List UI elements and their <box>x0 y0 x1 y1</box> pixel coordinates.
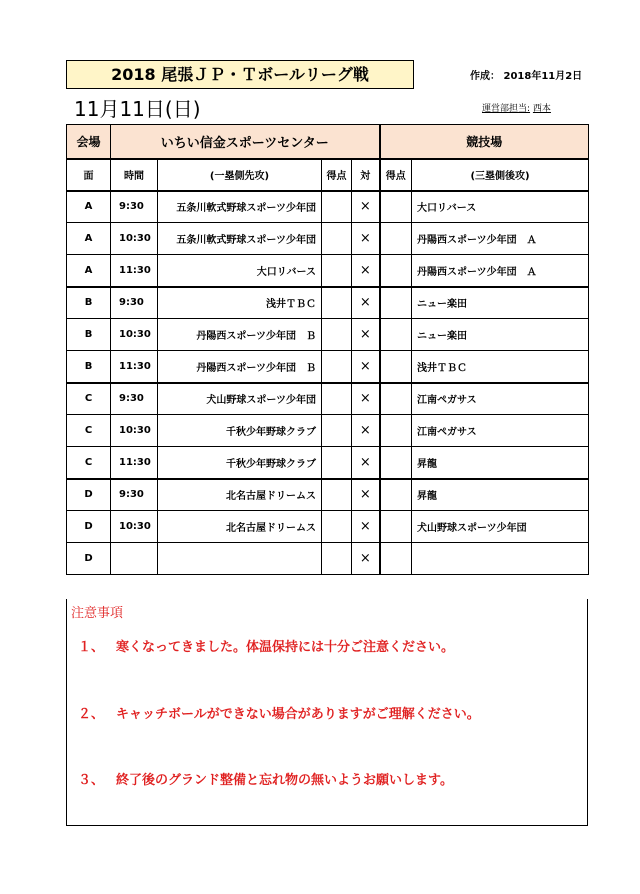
away-team-cell: 昇龍 <box>412 479 589 511</box>
home-team-cell: 犬山野球スポーツ少年団 <box>158 383 322 415</box>
league-title: 2018 尾張ＪＰ・Ｔボールリーグ戦 <box>66 60 414 89</box>
home-team-cell: 北名古屋ドリームス <box>158 511 322 543</box>
header-score1: 得点 <box>322 159 352 191</box>
time-cell: 10:30 <box>111 415 158 447</box>
away-team-cell: 丹陽西スポーツ少年団 Ａ <box>412 255 589 287</box>
note-text: キャッチボールができない場合がありますがご理解ください。 <box>116 707 480 722</box>
court-cell: C <box>67 447 111 479</box>
note-text: 終了後のグランド整備と忘れ物の無いようお願いします。 <box>116 773 453 788</box>
vs-cell: × <box>352 511 380 543</box>
time-cell: 10:30 <box>111 511 158 543</box>
away-score-cell <box>380 447 412 479</box>
home-score-cell <box>322 351 352 383</box>
vs-cell: × <box>352 223 380 255</box>
match-row <box>67 543 589 575</box>
home-score-cell <box>322 543 352 575</box>
time-cell: 9:30 <box>111 383 158 415</box>
note-number: １、 <box>78 640 105 655</box>
away-score-cell <box>380 255 412 287</box>
match-date: 11月11日(日) <box>74 97 201 121</box>
header-away: (三塁側後攻) <box>412 159 589 191</box>
home-score-cell <box>322 319 352 351</box>
time-cell: 10:30 <box>111 319 158 351</box>
header-time: 時間 <box>111 159 158 191</box>
note-number: ２、 <box>78 707 105 722</box>
home-score-cell <box>322 191 352 223</box>
away-score-cell <box>380 479 412 511</box>
home-team-cell: 北名古屋ドリームス <box>158 479 322 511</box>
away-score-cell <box>380 415 412 447</box>
venue-name: いちい信金スポーツセンター <box>111 125 380 159</box>
home-score-cell <box>322 255 352 287</box>
vs-cell: × <box>352 287 380 319</box>
vs-cell: × <box>352 255 380 287</box>
vs-cell: × <box>352 191 380 223</box>
away-team-cell: ニュー楽田 <box>412 319 589 351</box>
court-cell: A <box>67 191 111 223</box>
match-row <box>67 383 589 415</box>
note-item <box>78 769 453 788</box>
vs-cell: × <box>352 543 380 575</box>
manager-label: 運営部担当: <box>482 104 531 114</box>
field-label: 競技場 <box>380 125 589 159</box>
header-court: 面 <box>67 159 111 191</box>
time-cell: 10:30 <box>111 223 158 255</box>
header-score2: 得点 <box>380 159 412 191</box>
court-cell: A <box>67 255 111 287</box>
note-number: ３、 <box>78 773 105 788</box>
match-row <box>67 447 589 479</box>
court-cell: C <box>67 415 111 447</box>
vs-cell: × <box>352 383 380 415</box>
time-cell <box>111 543 158 575</box>
away-score-cell <box>380 319 412 351</box>
home-score-cell <box>322 383 352 415</box>
vs-cell: × <box>352 479 380 511</box>
away-score-cell <box>380 383 412 415</box>
match-row <box>67 223 589 255</box>
vs-cell: × <box>352 319 380 351</box>
match-row <box>67 479 589 511</box>
away-team-cell <box>412 543 589 575</box>
header-home: (一塁側先攻) <box>158 159 322 191</box>
court-cell: B <box>67 351 111 383</box>
away-team-cell: 大口リバース <box>412 191 589 223</box>
home-team-cell: 五条川軟式野球スポーツ少年団 <box>158 191 322 223</box>
away-team-cell: ニュー楽田 <box>412 287 589 319</box>
home-team-cell: 千秋少年野球クラブ <box>158 415 322 447</box>
vs-cell: × <box>352 351 380 383</box>
manager-info <box>482 101 551 114</box>
schedule-table <box>66 124 589 575</box>
court-cell: C <box>67 383 111 415</box>
home-score-cell <box>322 415 352 447</box>
match-row <box>67 415 589 447</box>
note-item <box>78 636 454 655</box>
venue-row <box>67 125 589 159</box>
away-team-cell: 犬山野球スポーツ少年団 <box>412 511 589 543</box>
away-score-cell <box>380 511 412 543</box>
away-score-cell <box>380 223 412 255</box>
match-row <box>67 287 589 319</box>
match-row <box>67 351 589 383</box>
court-cell: D <box>67 479 111 511</box>
time-cell: 11:30 <box>111 351 158 383</box>
time-cell: 9:30 <box>111 479 158 511</box>
away-score-cell <box>380 191 412 223</box>
home-team-cell: 千秋少年野球クラブ <box>158 447 322 479</box>
court-cell: D <box>67 511 111 543</box>
home-score-cell <box>322 447 352 479</box>
home-score-cell <box>322 287 352 319</box>
time-cell: 11:30 <box>111 255 158 287</box>
header-row <box>67 159 589 191</box>
away-team-cell: 昇龍 <box>412 447 589 479</box>
time-cell: 11:30 <box>111 447 158 479</box>
created-date: 作成： 2018年11月2日 <box>470 71 583 82</box>
time-cell: 9:30 <box>111 287 158 319</box>
away-team-cell: 江南ペガサス <box>412 383 589 415</box>
venue-label: 会場 <box>67 125 111 159</box>
home-team-cell: 五条川軟式野球スポーツ少年団 <box>158 223 322 255</box>
notes-title: 注意事項 <box>71 606 124 621</box>
court-cell: B <box>67 287 111 319</box>
home-score-cell <box>322 223 352 255</box>
home-team-cell: 丹陽西スポーツ少年団 Ｂ <box>158 351 322 383</box>
away-team-cell: 丹陽西スポーツ少年団 Ａ <box>412 223 589 255</box>
notes-section <box>66 599 588 826</box>
manager-name: 西本 <box>532 104 551 114</box>
vs-cell: × <box>352 415 380 447</box>
match-row <box>67 511 589 543</box>
home-team-cell: 丹陽西スポーツ少年団 Ｂ <box>158 319 322 351</box>
match-row <box>67 319 589 351</box>
away-team-cell: 浅井ＴＢＣ <box>412 351 589 383</box>
time-cell: 9:30 <box>111 191 158 223</box>
home-team-cell <box>158 543 322 575</box>
court-cell: D <box>67 543 111 575</box>
court-cell: B <box>67 319 111 351</box>
away-score-cell <box>380 351 412 383</box>
away-score-cell <box>380 287 412 319</box>
home-score-cell <box>322 511 352 543</box>
header-vs: 対 <box>352 159 380 191</box>
vs-cell: × <box>352 447 380 479</box>
note-item <box>78 703 480 722</box>
match-row <box>67 191 589 223</box>
match-row <box>67 255 589 287</box>
away-score-cell <box>380 543 412 575</box>
home-team-cell: 浅井ＴＢＣ <box>158 287 322 319</box>
away-team-cell: 江南ペガサス <box>412 415 589 447</box>
note-text: 寒くなってきました。体温保持には十分ご注意ください。 <box>116 640 455 655</box>
home-score-cell <box>322 479 352 511</box>
court-cell: A <box>67 223 111 255</box>
home-team-cell: 大口リバース <box>158 255 322 287</box>
